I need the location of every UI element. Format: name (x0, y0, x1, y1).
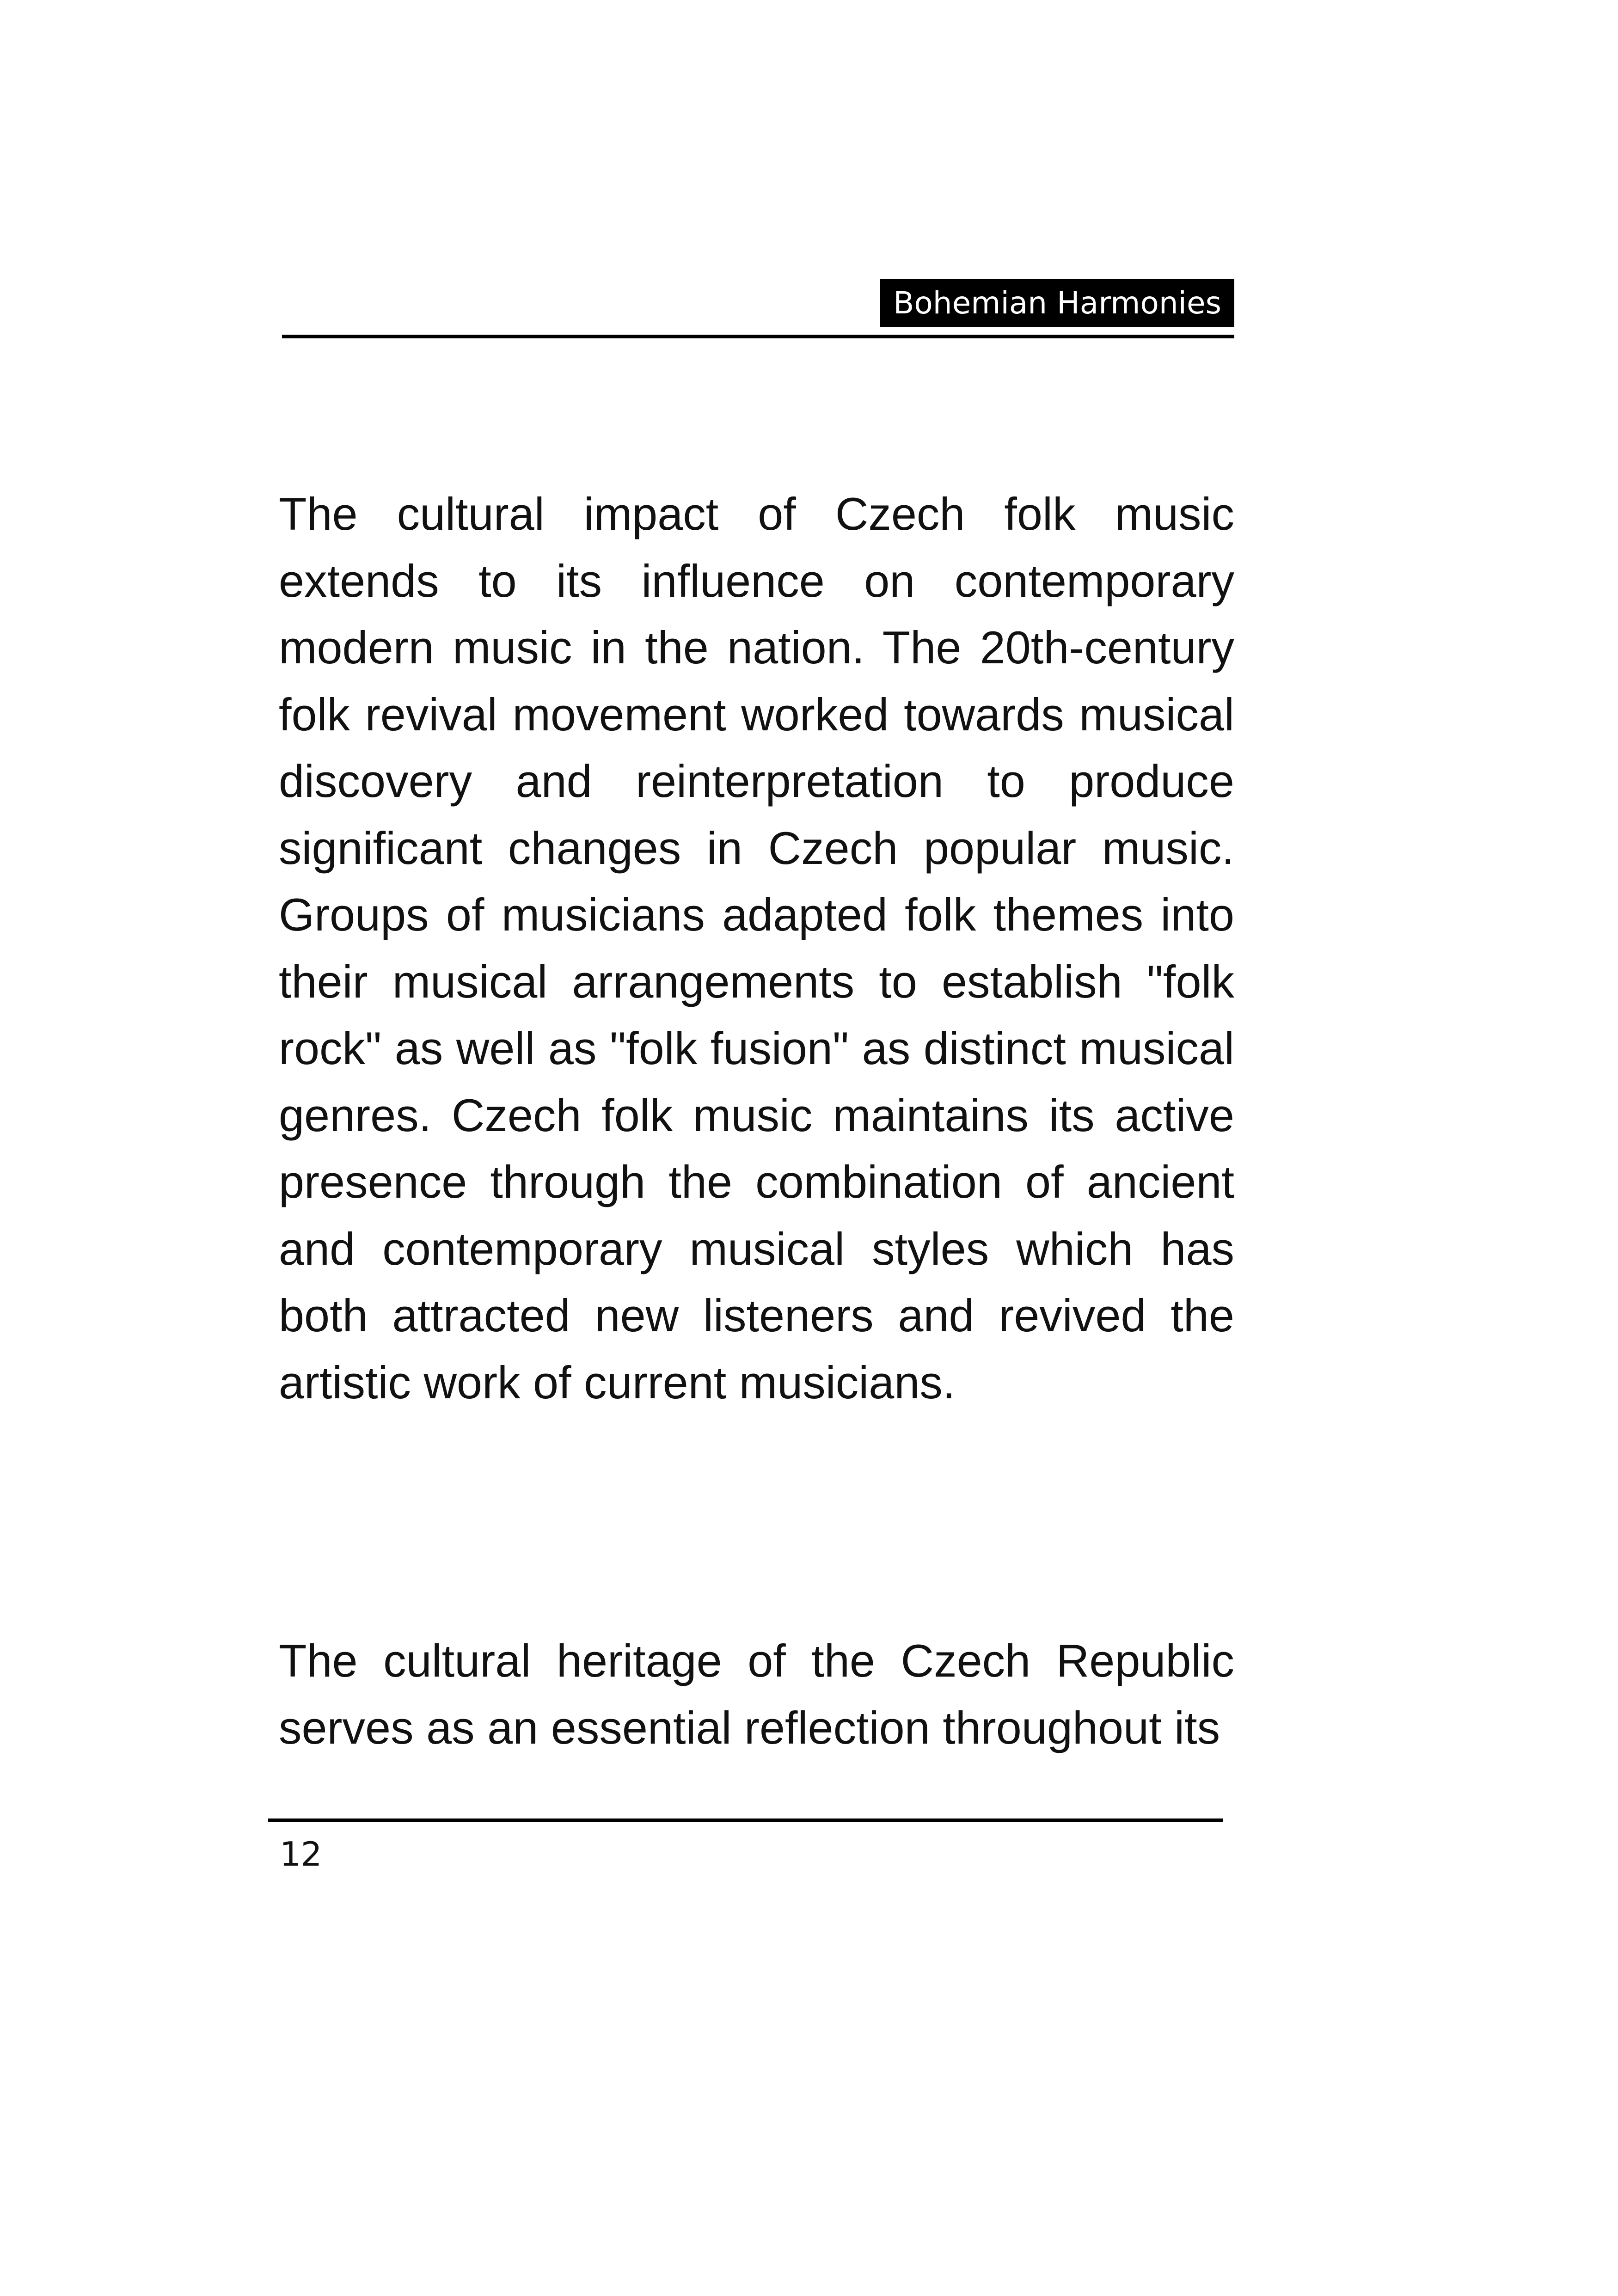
paragraph-1: The cultural impact of Czech folk music extends to its influence on contemporary modern music in the nation. The 20th-century folk revival movement worked towards musical discovery and reinterpretation to produce significant changes in Czech popular music. Groups of musicians adapted folk themes into their musical arrangements to establish "folk rock" as well as "folk fusion" as distinct musical genres. Czech folk music maintains its active presence through the combination of ancient and contemporary musical styles which has both attracted new listeners and revived the artistic work of current musicians. (279, 488, 1234, 1408)
running-title-badge: Bohemian Harmonies (880, 279, 1234, 327)
body-text (279, 481, 1234, 1761)
header-rule (282, 335, 1234, 338)
paragraph-2: The cultural heritage of the Czech Republic serves as an essential reflection throughout its (279, 1635, 1234, 1753)
running-header (282, 279, 1234, 339)
footer-rule (268, 1818, 1223, 1822)
page-number: 12 (280, 1835, 322, 1874)
